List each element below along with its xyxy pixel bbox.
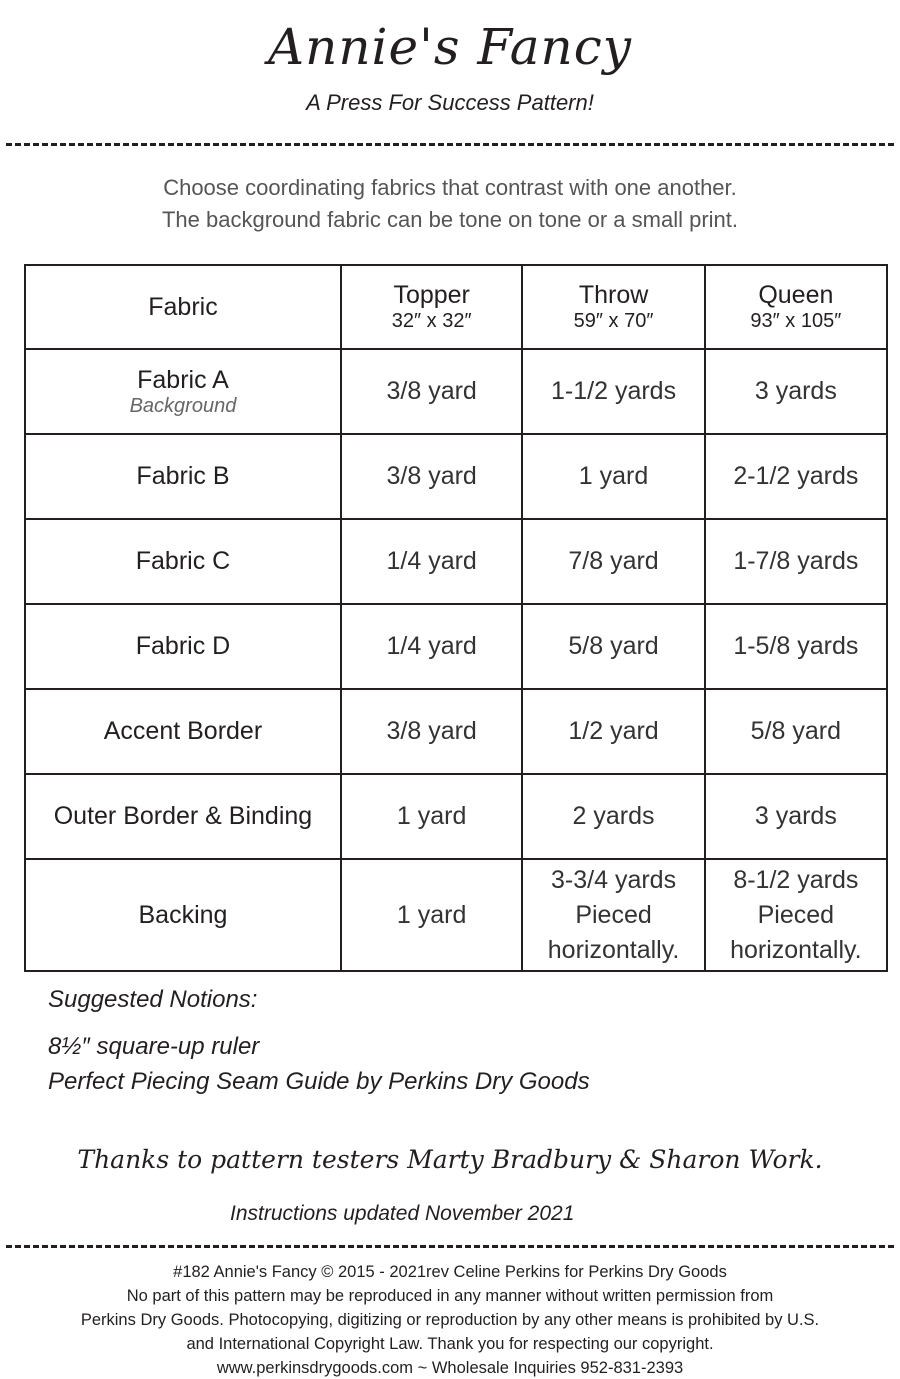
fabric-name: Backing <box>138 900 228 929</box>
header-queen <box>705 265 887 349</box>
fabric-requirements-table <box>24 264 888 972</box>
fabric-name-cell <box>25 859 341 971</box>
fabric-name-cell <box>25 774 341 859</box>
yardage-cell: 1-1/2 yards <box>522 349 704 434</box>
table-row <box>25 349 887 434</box>
intro-text <box>0 172 900 236</box>
table-row <box>25 519 887 604</box>
copyright-footer <box>0 1260 900 1379</box>
yardage-cell: 1/4 yard <box>341 604 522 689</box>
header-topper <box>341 265 522 349</box>
yardage-cell: 1 yard <box>341 859 522 971</box>
intro-line: Choose coordinating fabrics that contrast with one another. <box>163 175 737 200</box>
yardage-cell: 1 yard <box>341 774 522 859</box>
fabric-name: Fabric A <box>137 365 229 394</box>
header-label: Queen <box>758 281 834 309</box>
table-row <box>25 434 887 519</box>
table-row <box>25 604 887 689</box>
yardage-cell: 2 yards <box>522 774 704 859</box>
footer-line: #182 Annie's Fancy © 2015 - 2021rev Celine Perkins for Perkins Dry Goods <box>173 1263 727 1281</box>
footer-line: and International Copyright Law. Thank you for respecting our copyright. <box>186 1335 714 1353</box>
suggested-notions <box>48 982 590 1099</box>
fabric-name-cell <box>25 604 341 689</box>
header-throw <box>522 265 704 349</box>
page-title: Annie's Fancy <box>268 18 632 76</box>
intro-line: The background fabric can be tone on tone or a small print. <box>161 207 738 232</box>
yardage-cell: 2-1/2 yards <box>705 434 887 519</box>
fabric-name: Fabric C <box>135 547 231 575</box>
dashed-divider <box>6 1245 894 1248</box>
footer-line: www.perkinsdrygoods.com ~ Wholesale Inquiries 952-831-2393 <box>216 1359 684 1377</box>
fabric-name: Accent Border <box>103 717 263 745</box>
notion-item: Perfect Piecing Seam Guide by Perkins Dry Goods <box>48 1068 590 1095</box>
dashed-divider <box>6 143 894 146</box>
yardage-cell: 8-1/2 yards Pieced horizontally. <box>705 859 887 971</box>
thanks-note: Thanks to pattern testers Marty Bradbury & Sharon Work. <box>77 1145 823 1174</box>
table-row <box>25 689 887 774</box>
yardage-cell: 7/8 yard <box>522 519 704 604</box>
footer-line: No part of this pattern may be reproduced in any manner without written permission from <box>126 1287 774 1305</box>
fabric-name: Fabric D <box>135 632 231 660</box>
notion-item: 8½″ square-up ruler <box>48 1033 260 1060</box>
yardage-cell: 3 yards <box>705 774 887 859</box>
page-subtitle: A Press For Success Pattern! <box>306 90 594 115</box>
yardage-cell: 1-7/8 yards <box>705 519 887 604</box>
fabric-name: Outer Border & Binding <box>53 802 313 830</box>
yardage-cell: 5/8 yard <box>705 689 887 774</box>
yardage-cell: 3/8 yard <box>341 349 522 434</box>
updated-note: Instructions updated November 2021 <box>230 1202 575 1225</box>
fabric-name-cell <box>25 349 341 434</box>
yardage-cell: 3/8 yard <box>341 434 522 519</box>
yardage-cell: 3-3/4 yards Pieced horizontally. <box>522 859 704 971</box>
yardage-cell: 3 yards <box>705 349 887 434</box>
fabric-name: Fabric B <box>136 462 230 490</box>
header-label: Throw <box>578 281 649 309</box>
header-dimension: 32″ x 32″ <box>391 310 472 332</box>
yardage-cell: 3/8 yard <box>341 689 522 774</box>
header-label: Topper <box>393 281 470 309</box>
yardage-cell: 1/4 yard <box>341 519 522 604</box>
yardage-cell: 5/8 yard <box>522 604 704 689</box>
header-dimension: 59″ x 70″ <box>573 310 654 332</box>
footer-line: Perkins Dry Goods. Photocopying, digitizing or reproduction by any other means is prohibited by U.S. <box>80 1311 820 1329</box>
table-header-row <box>25 265 887 349</box>
table-row <box>25 774 887 859</box>
yardage-cell: 1/2 yard <box>522 689 704 774</box>
table-row <box>25 859 887 971</box>
fabric-name-cell <box>25 434 341 519</box>
notions-heading: Suggested Notions: <box>48 986 258 1013</box>
yardage-cell: 1 yard <box>522 434 704 519</box>
fabric-name-cell <box>25 689 341 774</box>
header-fabric: Fabric <box>25 265 341 349</box>
header-dimension: 93″ x 105″ <box>750 310 842 332</box>
fabric-name-cell <box>25 519 341 604</box>
yardage-cell: 1-5/8 yards <box>705 604 887 689</box>
fabric-note: Background <box>129 394 237 417</box>
